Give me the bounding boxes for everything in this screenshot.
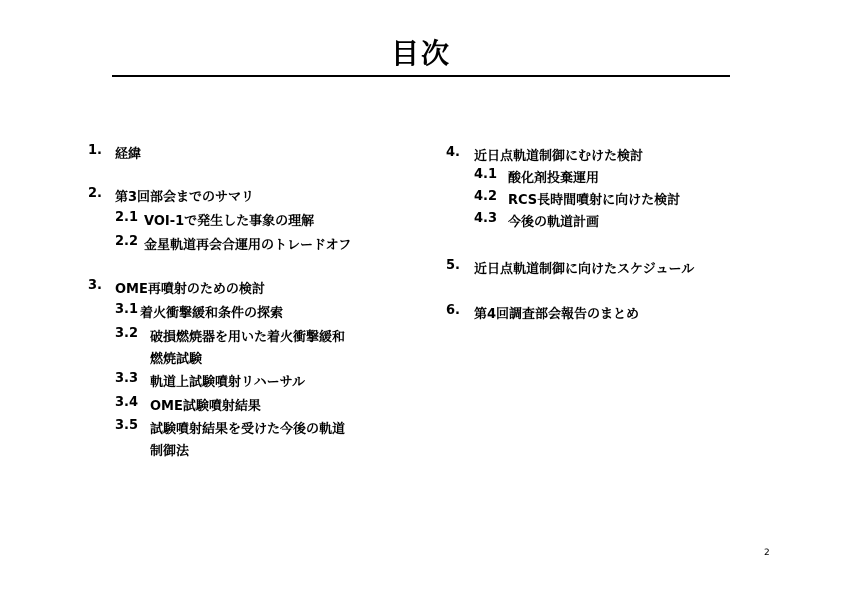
toc-text: 今後の軌道計画 xyxy=(508,215,600,230)
toc-number: 4.1 xyxy=(474,167,498,182)
toc-number: 3.3 xyxy=(115,371,139,386)
toc-text: 近日点軌道制御に向けたスケジュール xyxy=(474,262,695,277)
toc-text: 経緯 xyxy=(115,147,142,162)
toc-text: OME試験噴射結果 xyxy=(150,399,261,414)
toc-text: 近日点軌道制御にむけた検討 xyxy=(474,149,644,164)
toc-number: 1. xyxy=(88,143,102,158)
toc-number: 3.1 xyxy=(115,302,139,317)
toc-number: 3.5 xyxy=(115,418,139,433)
toc-text: RCS長時間噴射に向けた検討 xyxy=(508,193,681,208)
toc-number: 2. xyxy=(88,186,102,201)
toc-number: 2.1 xyxy=(115,210,139,225)
toc-text: VOI-1で発生した事象の理解 xyxy=(144,214,315,229)
toc-number: 3.2 xyxy=(115,326,139,341)
toc-text: OME再噴射のための検討 xyxy=(115,282,265,297)
toc-number: 2.2 xyxy=(115,234,139,249)
toc-text-continued: 制御法 xyxy=(150,444,190,459)
toc-text: 第4回調査部会報告のまとめ xyxy=(474,307,640,322)
page-title: 目次 xyxy=(390,37,451,70)
toc-text: 軌道上試験噴射リハーサル xyxy=(150,375,305,390)
toc-number: 6. xyxy=(446,303,460,318)
toc-text: 試験噴射結果を受けた今後の軌道 xyxy=(150,422,346,437)
toc-text: 第3回部会までのサマリ xyxy=(115,190,255,205)
toc-text: 着火衝撃緩和条件の探索 xyxy=(140,306,284,321)
toc-text: 酸化剤投棄運用 xyxy=(508,171,600,186)
toc-text: 破損燃焼器を用いた着火衝撃緩和 xyxy=(150,330,346,345)
toc-number: 5. xyxy=(446,258,460,273)
toc-number: 3. xyxy=(88,278,102,293)
toc-number: 4.3 xyxy=(474,211,498,226)
toc-number: 4.2 xyxy=(474,189,498,204)
toc-number: 3.4 xyxy=(115,395,139,410)
page-number: 2 xyxy=(764,548,770,558)
toc-number: 4. xyxy=(446,145,460,160)
toc-text: 金星軌道再会合運用のトレードオフ xyxy=(144,238,352,253)
title-underline xyxy=(112,75,730,77)
toc-text-continued: 燃焼試験 xyxy=(150,352,203,367)
